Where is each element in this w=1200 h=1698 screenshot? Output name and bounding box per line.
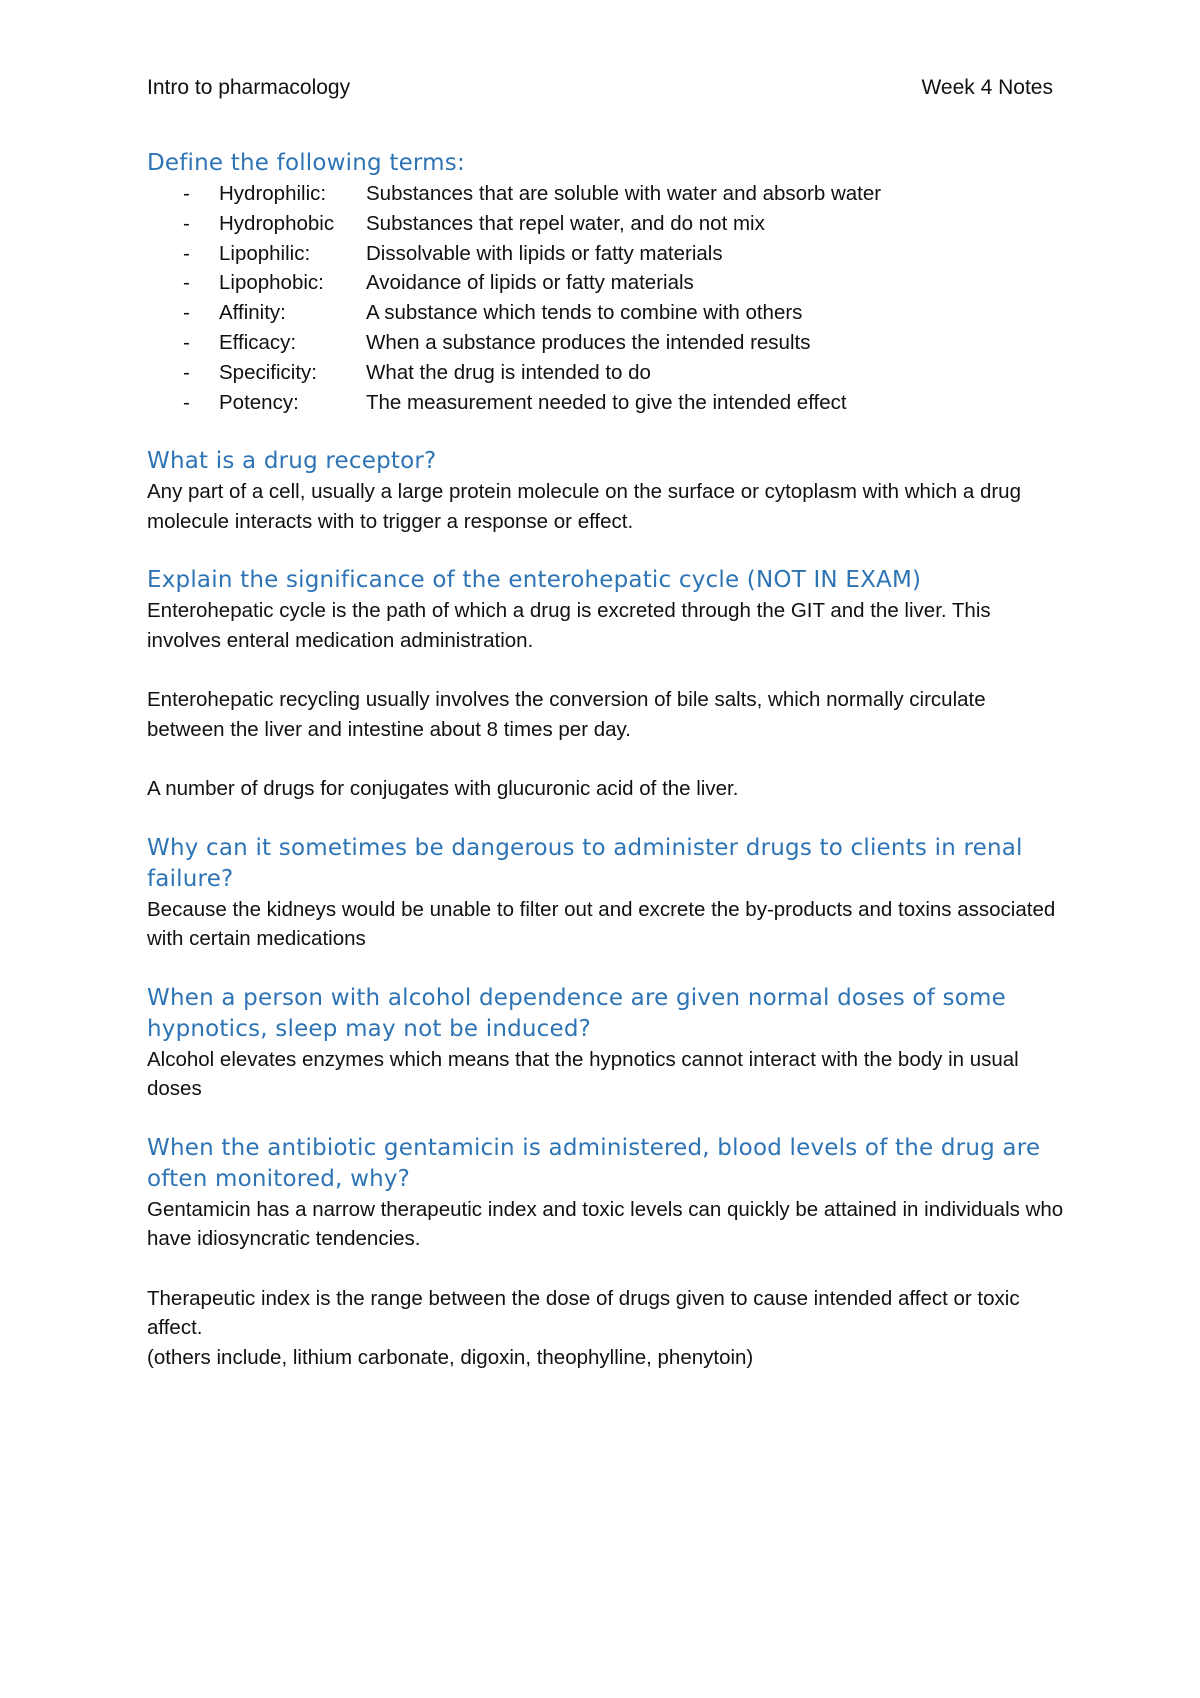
term-item — [147, 268, 1067, 298]
term-label: Hydrophilic: — [219, 182, 327, 205]
section-spacer — [147, 954, 1067, 983]
term-label: Lipophobic: — [219, 271, 324, 295]
enterohepatic-paragraph-2: Enterohepatic recycling usually involves the conversion of bile salts, which normally circulate between the liver and intestine about 8 times per day. — [147, 688, 986, 741]
term-label: Efficacy: — [219, 330, 297, 354]
section-spacer — [147, 804, 1067, 833]
header-week-label: Week 4 Notes — [921, 76, 1053, 99]
enterohepatic-paragraph-3: A number of drugs for conjugates with glucuronic acid of the liver. — [147, 777, 739, 801]
term-item — [147, 179, 1067, 209]
paragraph-spacer — [147, 655, 1067, 685]
term-definition: Dissolvable with lipids or fatty materials — [366, 241, 723, 265]
list-dash: - — [183, 390, 190, 414]
section-spacer — [147, 1104, 1067, 1133]
list-dash: - — [183, 182, 190, 205]
gentamicin-paragraph-1: Gentamicin has a narrow therapeutic index and toxic levels can quickly be attained in individuals who have idiosyncratic tendencies. — [147, 1197, 1064, 1251]
term-label: Affinity: — [219, 301, 286, 325]
term-definition: Substances that are soluble with water and absorb water — [366, 182, 882, 205]
term-item — [147, 328, 1067, 358]
term-label: Lipophilic: — [219, 241, 311, 265]
term-item — [147, 239, 1067, 269]
term-label: Potency: — [219, 390, 299, 414]
enterohepatic-paragraph-1: Enterohepatic cycle is the path of which a drug is excreted through the GIT and the liver. This involves enteral medication administration. — [147, 599, 991, 652]
term-definition: The measurement needed to give the intended effect — [366, 390, 847, 414]
terms-heading: Define the following terms: — [147, 150, 465, 176]
enterohepatic-heading: Explain the significance of the enterohepatic cycle (NOT IN EXAM) — [147, 567, 922, 594]
term-definition: Substances that repel water, and do not mix — [366, 211, 765, 235]
list-dash: - — [183, 360, 190, 384]
term-label: Hydrophobic — [219, 211, 335, 235]
list-dash: - — [183, 241, 190, 265]
term-item — [147, 358, 1067, 388]
section-spacer — [147, 536, 1067, 565]
gentamicin-heading: When the antibiotic gentamicin is administered, blood levels of the drug are often monitored, why? — [147, 1134, 1041, 1192]
term-definition: Avoidance of lipids or fatty materials — [366, 271, 694, 295]
list-dash: - — [183, 211, 190, 235]
term-item — [147, 388, 1067, 418]
list-dash: - — [183, 271, 190, 295]
section-spacer — [147, 417, 1067, 446]
renal-answer: Because the kidneys would be unable to filter out and excrete the by-products and toxins associated with certain medications — [147, 897, 1056, 951]
alcohol-heading: When a person with alcohol dependence are given normal doses of some hypnotics, sleep may not be induced? — [147, 984, 1006, 1042]
terms-list — [147, 179, 1067, 417]
renal-heading: Why can it sometimes be dangerous to administer drugs to clients in renal failure? — [147, 834, 1023, 892]
term-definition: When a substance produces the intended results — [366, 330, 811, 354]
term-label: Specificity: — [219, 360, 317, 384]
header-course-title: Intro to pharmacology — [147, 76, 351, 99]
receptor-heading: What is a drug receptor? — [147, 448, 437, 475]
paragraph-spacer — [147, 1254, 1067, 1284]
gentamicin-paragraph-2: Therapeutic index is the range between the dose of drugs given to cause intended affect or toxic affect. — [147, 1286, 1020, 1340]
gentamicin-paragraph-3: (others include, lithium carbonate, digoxin, theophylline, phenytoin) — [147, 1345, 754, 1369]
list-dash: - — [183, 330, 190, 354]
term-item — [147, 209, 1067, 239]
term-definition: A substance which tends to combine with others — [366, 301, 803, 325]
term-item — [147, 298, 1067, 328]
list-dash: - — [183, 301, 190, 325]
term-definition: What the drug is intended to do — [366, 360, 651, 384]
alcohol-answer: Alcohol elevates enzymes which means that the hypnotics cannot interact with the body in usual doses — [147, 1047, 1019, 1101]
paragraph-spacer — [147, 744, 1067, 774]
page-header — [147, 74, 1053, 102]
document-body — [147, 148, 1067, 1372]
receptor-answer: Any part of a cell, usually a large protein molecule on the surface or cytoplasm with which a drug molecule interacts with to trigger a response or effect. — [147, 480, 1021, 533]
